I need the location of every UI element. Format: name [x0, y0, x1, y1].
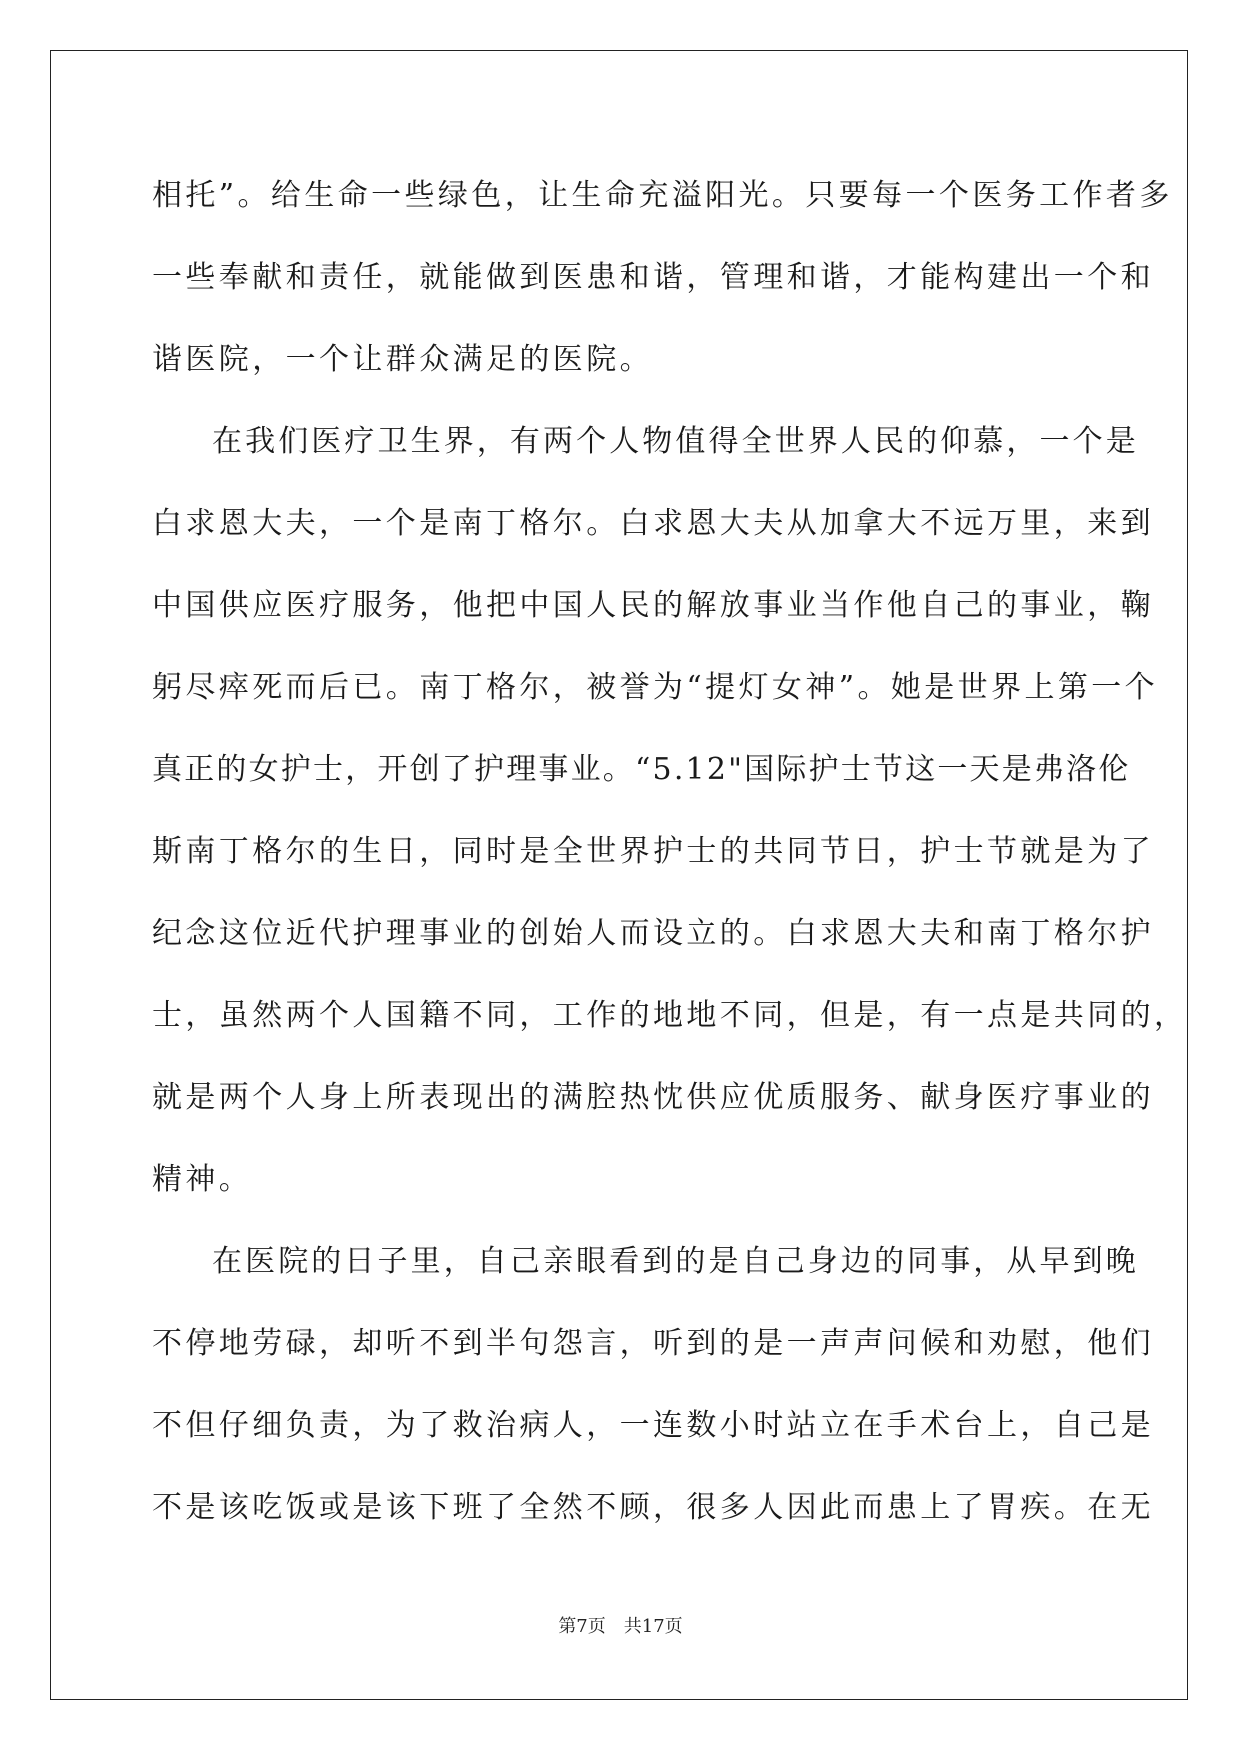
text-line: 躬尽瘁死而后已。南丁格尔，被誉为“提灯女神”。她是世界上第一个 — [152, 670, 1159, 705]
text-line: 斯南丁格尔的生日，同时是全世界护士的共同节日，护士节就是为了 — [152, 834, 1154, 869]
paragraph-1 — [152, 155, 1173, 401]
text-line: 纪念这位近代护理事业的创始人而设立的。白求恩大夫和南丁格尔护 — [152, 916, 1154, 951]
text-line: 在我们医疗卫生界，有两个人物值得全世界人民的仰慕，一个是 — [212, 424, 1139, 459]
text-line: 精神。 — [152, 1162, 253, 1197]
text-line: 谐医院，一个让群众满足的医院。 — [152, 342, 653, 377]
document-body — [152, 155, 1188, 1549]
text-line: 一些奉献和责任，就能做到医患和谐，管理和谐，才能构建出一个和 — [152, 260, 1154, 295]
paragraph-3 — [152, 1221, 1154, 1549]
text-line: 相托”。给生命一些绿色，让生命充溢阳光。只要每一个医务工作者多 — [152, 178, 1173, 213]
text-line: 不但仔细负责，为了救治病人，一连数小时站立在手术台上，自己是 — [152, 1408, 1154, 1443]
text-line: 白求恩大夫，一个是南丁格尔。白求恩大夫从加拿大不远万里，来到 — [152, 506, 1154, 541]
text-line: 士，虽然两个人国籍不同，工作的地地不同，但是，有一点是共同的， — [152, 998, 1188, 1033]
text-line: 不是该吃饭或是该下班了全然不顾，很多人因此而患上了胃疾。在无 — [152, 1490, 1154, 1525]
text-line: 不停地劳碌，却听不到半句怨言，听到的是一声声问候和劝慰，他们 — [152, 1326, 1154, 1361]
page-number-footer: 第7页 共17页 — [558, 1616, 683, 1637]
text-line: 中国供应医疗服务，他把中国人民的解放事业当作他自己的事业，鞠 — [152, 588, 1154, 623]
text-line: 就是两个人身上所表现出的满腔热忱供应优质服务、献身医疗事业的 — [152, 1080, 1154, 1115]
text-line: 真正的女护士，开创了护理事业。“5.12"国际护士节这一天是弗洛伦 — [152, 752, 1131, 787]
paragraph-2 — [152, 401, 1188, 1221]
text-line: 在医院的日子里，自己亲眼看到的是自己身边的同事，从早到晚 — [212, 1244, 1139, 1279]
